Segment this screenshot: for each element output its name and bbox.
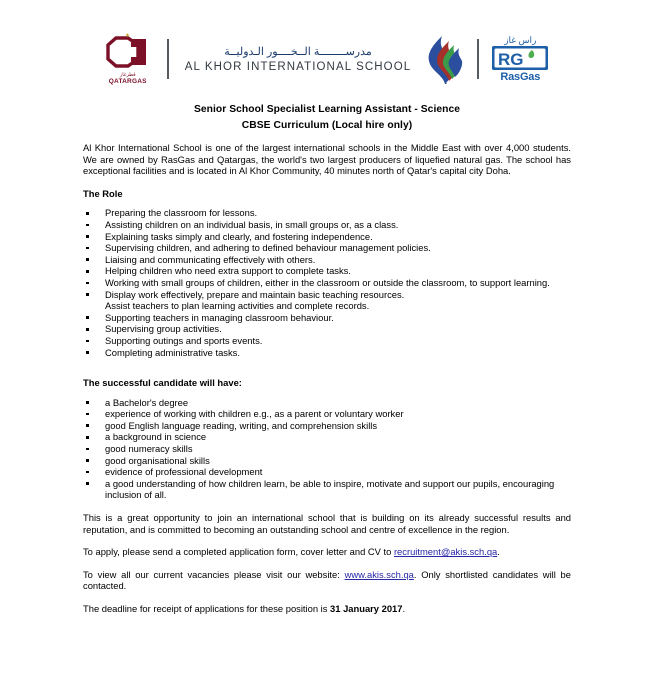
section-heading-the-role: The Role	[83, 187, 123, 199]
qatargas-logo	[99, 33, 157, 86]
apply-prefix-text: To apply, please send a completed application form, cover letter and CV to	[83, 546, 394, 558]
deadline-paragraph	[83, 603, 571, 615]
candidate-list-item: evidence of professional development	[83, 466, 571, 478]
role-list-item: Assisting children on an individual basis, in small groups or, as a class.	[83, 219, 571, 231]
role-list-item: Supervising children, and adhering to defined behaviour management policies.	[83, 242, 571, 254]
section-heading-candidate: The successful candidate will have:	[83, 377, 242, 389]
role-list-item: Helping children who need extra support to complete tasks.	[83, 265, 571, 277]
candidate-list-item: good numeracy skills	[83, 443, 571, 455]
candidate-list-item: a good understanding of how children learn, be able to inspire, motivate and support our pupils, encouraging inclusion of all.	[83, 478, 571, 501]
akis-flame-emblem-icon	[425, 33, 467, 85]
header-divider-left	[167, 39, 169, 79]
job-title-line-1: Senior School Specialist Learning Assistant - Science	[193, 104, 461, 115]
document-content	[0, 102, 650, 615]
role-list-item: Supervising group activities.	[83, 323, 571, 335]
rasgas-logo	[489, 35, 551, 84]
role-list-item: Completing administrative tasks.	[83, 347, 571, 359]
apply-suffix-text: .	[497, 546, 500, 558]
candidate-requirements-list	[83, 397, 571, 501]
candidate-list-item: good English language reading, writing, and comprehension skills	[83, 420, 571, 432]
rasgas-name-label: RasGas	[500, 70, 541, 83]
header-divider-right	[477, 39, 479, 79]
candidate-list-item: a background in science	[83, 431, 571, 443]
vacancies-suffix-text: . Only shortlisted candidates will be contacted.	[83, 568, 571, 592]
akis-wordmark	[179, 45, 418, 74]
akis-arabic-label: مدرســــــــة الــخــــور الـدوليــة	[224, 45, 372, 58]
intro-paragraph: Al Khor International School is one of the largest international schools in the Middle East with over 4,000 students. We are owned by RasGas and Qatargas, the world's two largest producers of liquefied natural gas. The school has exceptional facilities and is located in Al Khor Community, 40 minutes north of Qatar's capital city Doha.	[83, 142, 571, 177]
apply-paragraph	[83, 546, 571, 558]
role-responsibilities-list	[83, 207, 571, 358]
role-list-item: Display work effectively, prepare and maintain basic teaching resources.	[83, 289, 571, 301]
candidate-list-item: good organisational skills	[83, 455, 571, 467]
deadline-prefix-text: The deadline for receipt of applications for these position is	[83, 603, 331, 614]
logo-header	[0, 28, 650, 90]
role-list-item: Preparing the classroom for lessons.	[83, 207, 571, 219]
deadline-date: 31 January 2017	[330, 603, 403, 614]
role-list-item: Liaising and communicating effectively with others.	[83, 254, 571, 266]
opportunity-paragraph: This is a great opportunity to join an international school that is building on its already successful results and reputation, and is committed to becoming an outstanding school and centre of excellence in the region.	[83, 512, 571, 535]
candidate-list-item: a Bachelor's degree	[83, 397, 571, 409]
vacancies-paragraph	[83, 569, 571, 592]
role-list-item: Assist teachers to plan learning activities and complete records.	[105, 300, 370, 312]
job-title-block	[83, 102, 571, 134]
document-page	[0, 28, 650, 678]
role-list-item: Working with small groups of children, either in the classroom or outside the classroom, to support learning.	[83, 277, 571, 289]
deadline-suffix-text: .	[402, 603, 406, 614]
role-list-item: Supporting outings and sports events.	[83, 335, 571, 347]
recruitment-email-link[interactable]: recruitment@akis.sch.qa	[393, 546, 498, 558]
role-list-item: Explaining tasks simply and clearly, and fostering independence.	[83, 231, 571, 243]
role-list-item: Supporting teachers in managing classroom behaviour.	[83, 312, 571, 324]
rasgas-arabic-label: راس غاز	[504, 34, 537, 45]
website-link[interactable]: www.akis.sch.qa	[344, 568, 414, 580]
job-title-line-2: CBSE Curriculum (Local hire only)	[241, 120, 413, 131]
candidate-list-item: experience of working with children e.g., as a parent or voluntary worker	[83, 408, 571, 420]
qatargas-mark-icon	[105, 33, 151, 71]
vacancies-prefix-text: To view all our current vacancies please visit our website:	[83, 568, 345, 580]
rasgas-monogram-icon	[492, 46, 548, 70]
qatargas-arabic-label: قطرغاز	[119, 71, 136, 78]
akis-latin-label: AL KHOR INTERNATIONAL SCHOOL	[184, 60, 412, 73]
qatargas-name-label: QATARGAS	[108, 77, 147, 85]
svg-text:RG: RG	[498, 49, 524, 69]
